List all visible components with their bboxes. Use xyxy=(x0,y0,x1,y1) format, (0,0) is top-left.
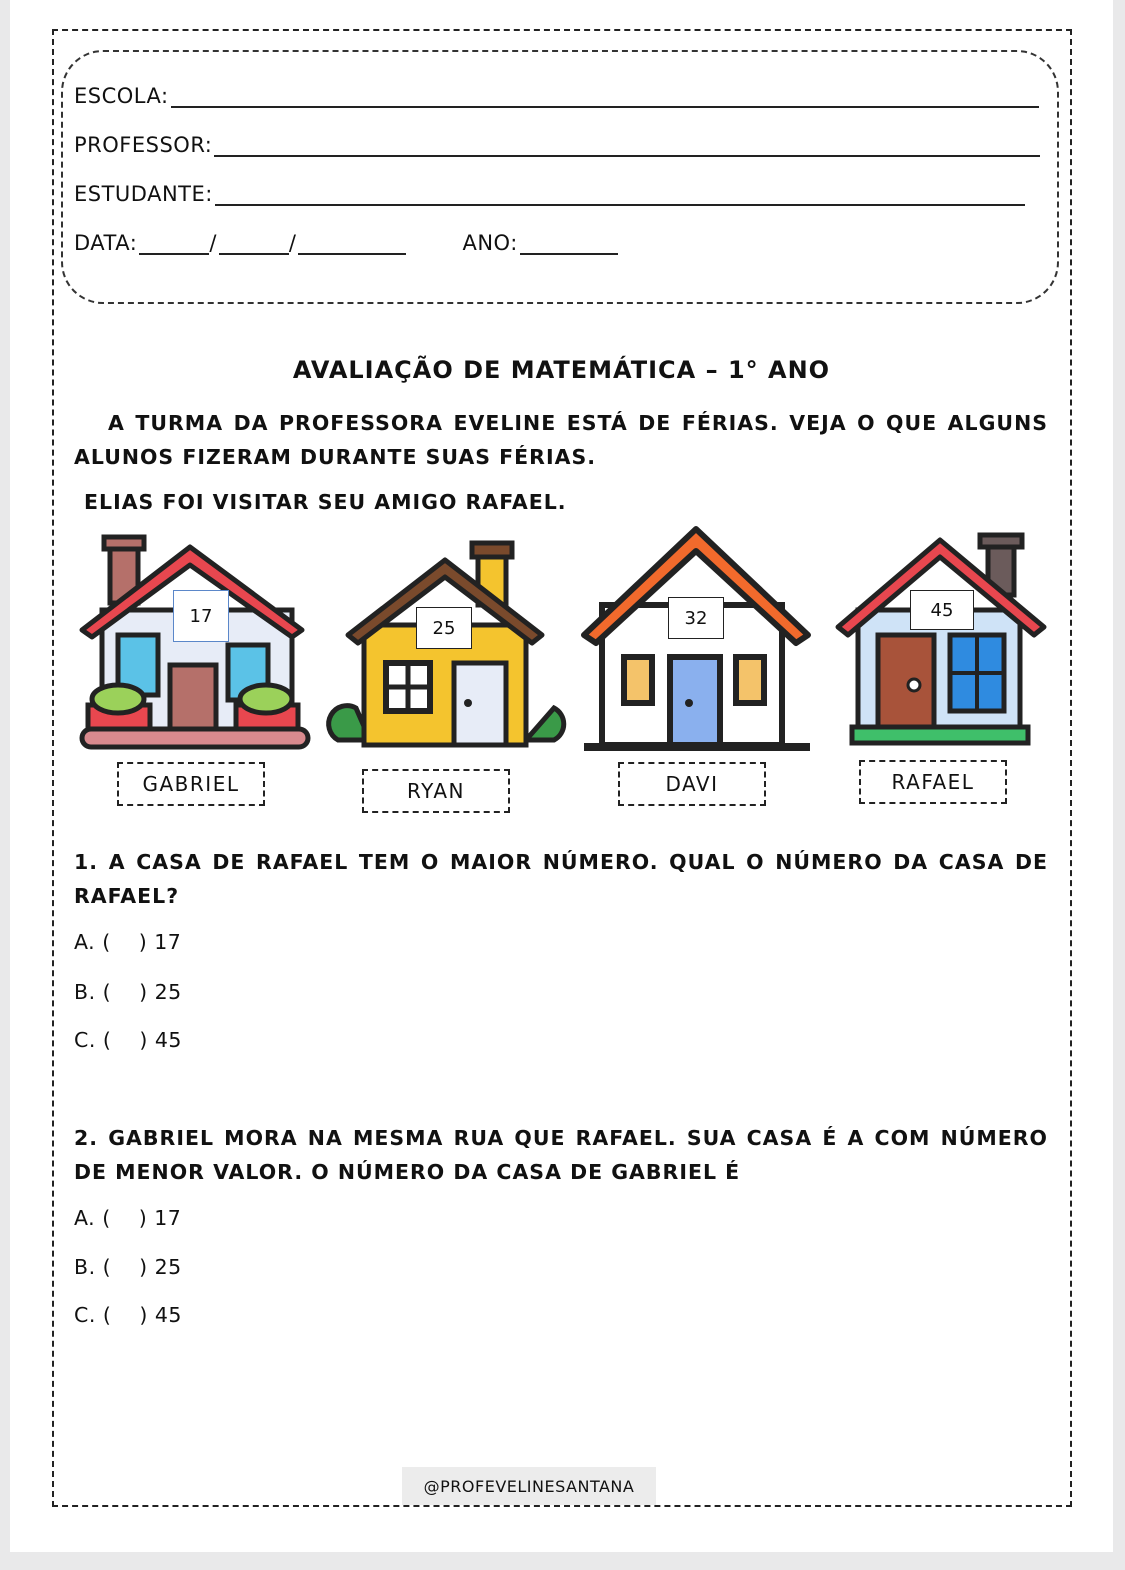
option-label: B. ( xyxy=(74,980,112,1004)
option-label: A. ( xyxy=(74,930,111,954)
escola-line[interactable] xyxy=(171,84,1039,108)
professor-line[interactable] xyxy=(214,133,1040,157)
house-gabriel-icon xyxy=(82,537,308,747)
escola-field xyxy=(74,78,1039,108)
option-value: 25 xyxy=(154,1255,182,1279)
estudante-field xyxy=(74,176,1025,206)
ano-line[interactable] xyxy=(520,231,618,255)
option-paren: ) xyxy=(138,930,148,954)
house-number-plate: 45 xyxy=(910,590,974,630)
houses-illustration xyxy=(70,515,1070,760)
option-label: C. ( xyxy=(74,1303,112,1327)
year-line[interactable] xyxy=(298,231,406,255)
date-sep-2: / xyxy=(288,231,297,255)
question-1-option-b[interactable] xyxy=(74,980,182,1004)
estudante-line[interactable] xyxy=(215,182,1025,206)
option-paren: ) xyxy=(139,1303,148,1327)
data-field xyxy=(74,225,618,255)
house-name-label: RYAN xyxy=(362,769,510,813)
option-value: 45 xyxy=(154,1303,182,1327)
question-2-option-c[interactable] xyxy=(74,1303,182,1327)
day-line[interactable] xyxy=(139,231,209,255)
question-2-option-a[interactable] xyxy=(74,1206,181,1230)
worksheet-page xyxy=(10,0,1113,1552)
option-value: 45 xyxy=(154,1028,182,1052)
house-name-label: RAFAEL xyxy=(859,760,1007,804)
intro-paragraph: A TURMA DA PROFESSORA EVELINE ESTÁ DE FÉRIAS. VEJA O QUE ALGUNS ALUNOS FIZERAM DURANTE SUAS FÉRIAS. xyxy=(74,411,1048,469)
house-name-label: DAVI xyxy=(618,762,766,806)
subtitle: ELIAS FOI VISITAR SEU AMIGO RAFAEL. xyxy=(84,490,567,514)
option-value: 17 xyxy=(154,930,182,954)
date-sep-1: / xyxy=(209,231,217,255)
option-paren: ) xyxy=(139,1255,148,1279)
option-paren: ) xyxy=(139,1028,148,1052)
question-1-text: 1. A CASA DE RAFAEL TEM O MAIOR NÚMERO. QUAL O NÚMERO DA CASA DE RAFAEL? xyxy=(74,850,1048,908)
option-value: 17 xyxy=(154,1206,182,1230)
escola-label: ESCOLA: xyxy=(74,84,169,108)
page-title: AVALIAÇÃO DE MATEMÁTICA – 1° ANO xyxy=(292,356,831,384)
option-label: C. ( xyxy=(74,1028,112,1052)
option-value: 25 xyxy=(154,980,182,1004)
option-paren: ) xyxy=(138,1206,148,1230)
house-number-plate: 32 xyxy=(668,597,724,639)
question-2-text: 2. GABRIEL MORA NA MESMA RUA QUE RAFAEL. SUA CASA É A COM NÚMERO DE MENOR VALOR. O NÚMERO DA CASA DE GABRIEL É xyxy=(74,1126,1048,1184)
professor-label: PROFESSOR: xyxy=(74,133,213,157)
footer-watermark: @PROFEVELINESANTANA xyxy=(402,1467,656,1505)
house-number-plate: 17 xyxy=(173,590,229,642)
option-label: A. ( xyxy=(74,1206,111,1230)
house-rafael-icon xyxy=(838,535,1044,743)
option-label: B. ( xyxy=(74,1255,112,1279)
question-1-option-c[interactable] xyxy=(74,1028,182,1052)
question-1-option-a[interactable] xyxy=(74,930,181,954)
house-number-plate: 25 xyxy=(416,607,472,649)
question-2-option-b[interactable] xyxy=(74,1255,182,1279)
data-label: DATA: xyxy=(74,231,138,255)
month-line[interactable] xyxy=(219,231,289,255)
estudante-label: ESTUDANTE: xyxy=(74,182,213,206)
option-paren: ) xyxy=(139,980,148,1004)
professor-field xyxy=(74,127,1040,157)
house-name-label: GABRIEL xyxy=(117,762,265,806)
ano-label: ANO: xyxy=(462,231,518,255)
